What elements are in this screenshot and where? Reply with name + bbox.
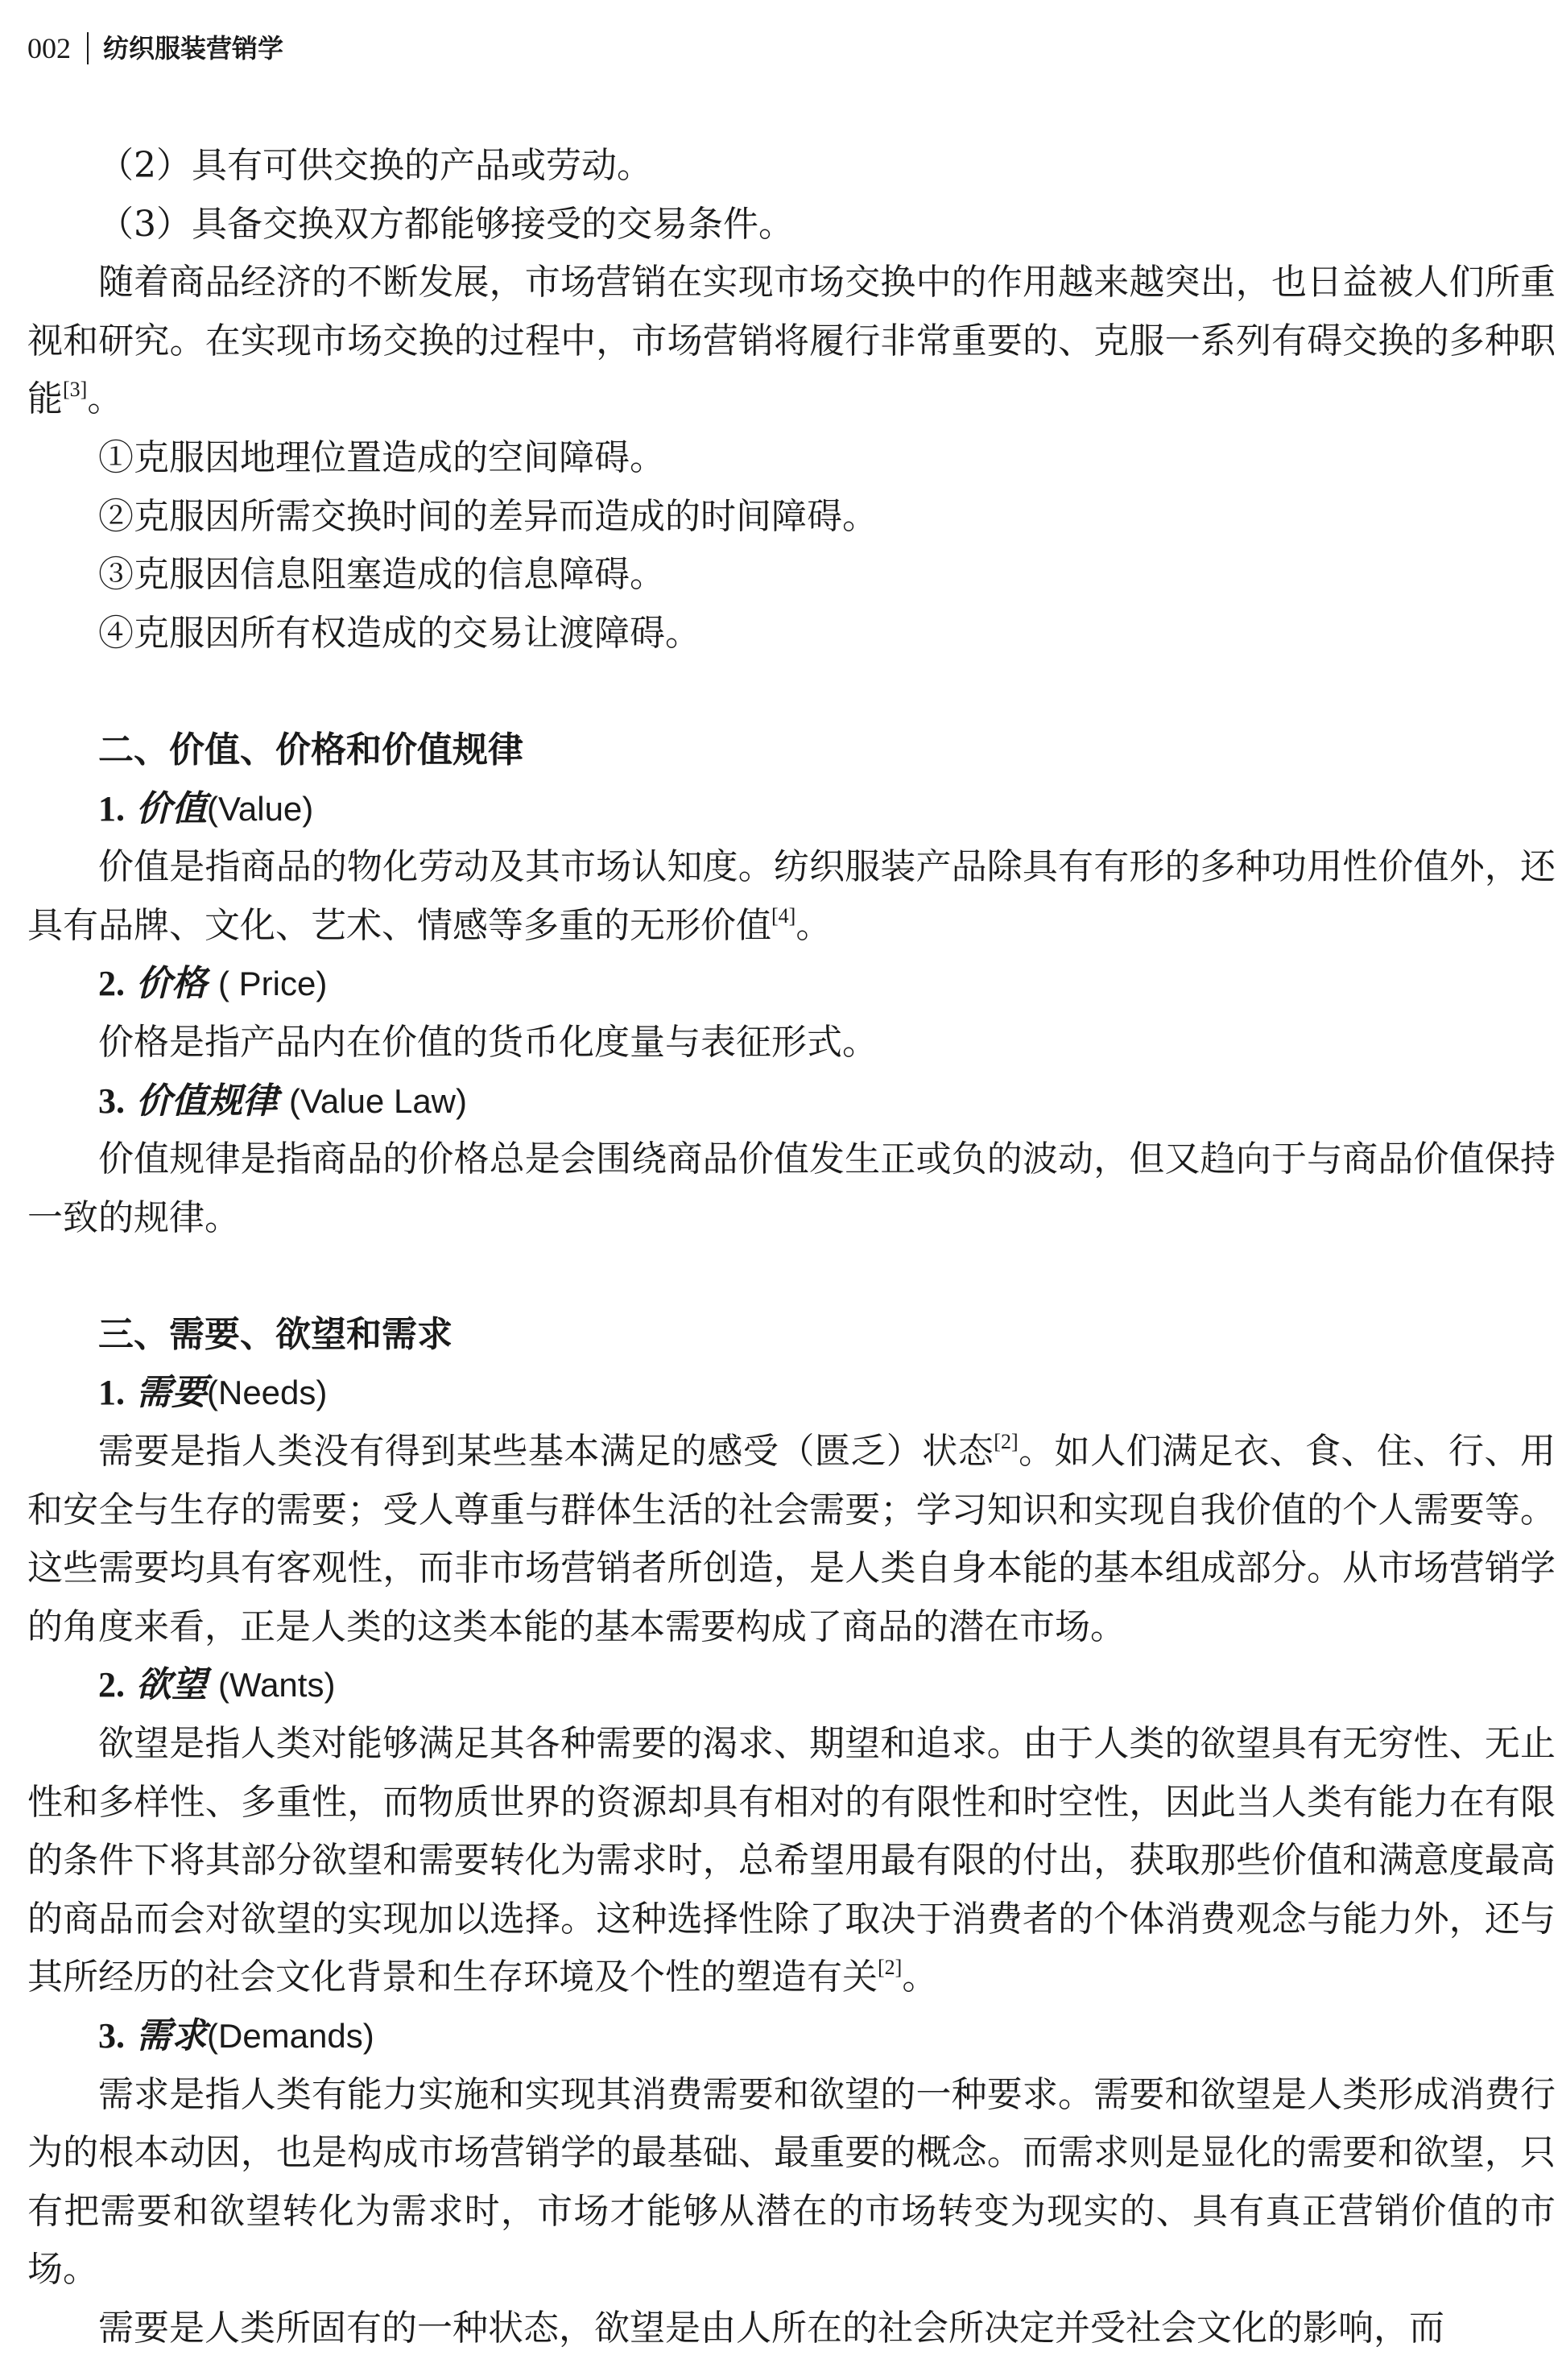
wants-paragraph-end: 。 bbox=[902, 1956, 938, 1998]
wants-paragraph-text: 欲望是指人类对能够满足其各种需要的渴求、期望和追求。由于人类的欲望具有无穷性、无止性和多样性、多重性，而物质世界的资源却具有相对的有限性和时空性，因此当人类有能力在有限的条件下将其部分欲望和需要转化为需求时，总希望用最有限的付出，获取那些价值和满意度最高的商品而会对欲望的实现加以选择。这种选择性除了取决于消费者的个体消费观念与能力外，还与其所经历的社会文化背景和生存环境及个性的塑造有关 bbox=[27, 1723, 1556, 1998]
needs-heading-cn: 需要 bbox=[136, 1372, 207, 1414]
value-law-heading bbox=[27, 1072, 1556, 1131]
needs-paragraph-text-b: 。如人们满足衣、食、住、行、用和安全与生存的需要；受人尊重与群体生活的社会需要；学习知识和实现自我价值的个人需要等。这些需要均具有客观性，而非市场营销者所创造，是人类自身本能的基本组成部分。从市场营销学的角度来看，正是人类的这类本能的基本需要构成了商品的潜在市场。 bbox=[27, 1431, 1556, 1647]
citation-ref: [4] bbox=[771, 903, 796, 928]
running-header bbox=[27, 27, 283, 69]
needs-heading bbox=[27, 1364, 1556, 1423]
needs-paragraph-text-a: 需要是指人类没有得到某些基本满足的感受（匮乏）状态 bbox=[98, 1431, 994, 1473]
wants-heading-cn: 欲望 bbox=[136, 1664, 207, 1706]
value-paragraph-end: 。 bbox=[795, 904, 832, 946]
demands-heading-number: 3. bbox=[98, 2016, 125, 2056]
value-heading bbox=[27, 780, 1556, 839]
section-gap bbox=[27, 1247, 1556, 1306]
exchange-paragraph bbox=[27, 254, 1556, 429]
citation-ref: [2] bbox=[878, 1956, 903, 1980]
price-heading bbox=[27, 955, 1556, 1014]
section-3-heading: 三、需要、欲望和需求 bbox=[98, 1313, 452, 1355]
value-law-heading-cn: 价值规律 bbox=[136, 1080, 278, 1122]
needs-heading-number: 1. bbox=[98, 1373, 125, 1413]
function-item-3: ③克服因信息阻塞造成的信息障碍。 bbox=[98, 554, 665, 596]
function-item-4: ④克服因所有权造成的交易让渡障碍。 bbox=[98, 612, 700, 654]
value-paragraph bbox=[27, 838, 1556, 955]
demands-paragraph: 需求是指人类有能力实施和实现其消费需要和欲望的一种要求。需要和欲望是人类形成消费行为的根本动因，也是构成市场营销学的最基础、最重要的概念。而需求则是显化的需要和欲望，只有把需要和欲望转化为需求时，市场才能够从潜在的市场转变为现实的、具有真正营销价值的市场。 bbox=[27, 2073, 1556, 2291]
needs-heading-en: (Needs) bbox=[207, 1374, 328, 1412]
wants-heading bbox=[27, 1656, 1556, 1715]
demands-heading-cn: 需求 bbox=[136, 2015, 207, 2056]
citation-ref: [3] bbox=[63, 378, 88, 402]
section-2-heading: 二、价值、价格和价值规律 bbox=[98, 729, 523, 771]
value-law-heading-en: (Value Law) bbox=[289, 1081, 467, 1120]
price-paragraph: 价格是指产品内在价值的货币化度量与表征形式。 bbox=[98, 1021, 878, 1063]
value-heading-cn: 价值 bbox=[136, 787, 207, 829]
citation-ref: [2] bbox=[994, 1430, 1019, 1454]
page-body bbox=[27, 137, 1556, 2358]
needs-paragraph bbox=[27, 1423, 1556, 1656]
wants-paragraph bbox=[27, 1715, 1556, 2007]
wants-heading-en: (Wants) bbox=[218, 1666, 336, 1704]
value-law-paragraph: 价值规律是指商品的价格总是会围绕商品价值发生正或负的波动，但又趋向于与商品价值保持一致的规律。 bbox=[27, 1138, 1556, 1238]
value-heading-en: (Value) bbox=[207, 789, 314, 828]
wants-heading-number: 2. bbox=[98, 1665, 125, 1705]
value-heading-number: 1. bbox=[98, 788, 125, 828]
header-separator bbox=[87, 32, 89, 64]
exchange-paragraph-text: 随着商品经济的不断发展，市场营销在实现市场交换中的作用越来越突出，也日益被人们所重视和研究。在实现市场交换的过程中，市场营销将履行非常重要的、克服一系列有碍交换的多种职能 bbox=[27, 262, 1556, 420]
price-heading-number: 2. bbox=[98, 964, 125, 1004]
function-item-1: ①克服因地理位置造成的空间障碍。 bbox=[98, 436, 665, 478]
function-item-2: ②克服因所需交换时间的差异而造成的时间障碍。 bbox=[98, 495, 878, 537]
price-heading-en: ( Price) bbox=[218, 965, 328, 1003]
value-law-heading-number: 3. bbox=[98, 1081, 125, 1121]
exchange-paragraph-end: 。 bbox=[87, 378, 123, 420]
book-title: 纺织服装营销学 bbox=[103, 33, 284, 64]
section-gap bbox=[27, 663, 1556, 721]
value-paragraph-text: 价值是指商品的物化劳动及其市场认知度。纺织服装产品除具有有形的多种功用性价值外，还具有品牌、文化、艺术、情感等多重的无形价值 bbox=[27, 846, 1556, 946]
demands-heading bbox=[27, 2007, 1556, 2066]
demands-heading-en: (Demands) bbox=[207, 2017, 374, 2055]
exchange-condition-3: （3）具备交换双方都能够接受的交易条件。 bbox=[98, 203, 794, 245]
page-number: 002 bbox=[27, 32, 71, 64]
demands-paragraph-2: 需要是人类所固有的一种状态，欲望是由人所在的社会所决定并受社会文化的影响，而 bbox=[98, 2307, 1444, 2349]
exchange-condition-2: （2）具有可供交换的产品或劳动。 bbox=[98, 145, 652, 186]
price-heading-cn: 价格 bbox=[136, 963, 207, 1005]
